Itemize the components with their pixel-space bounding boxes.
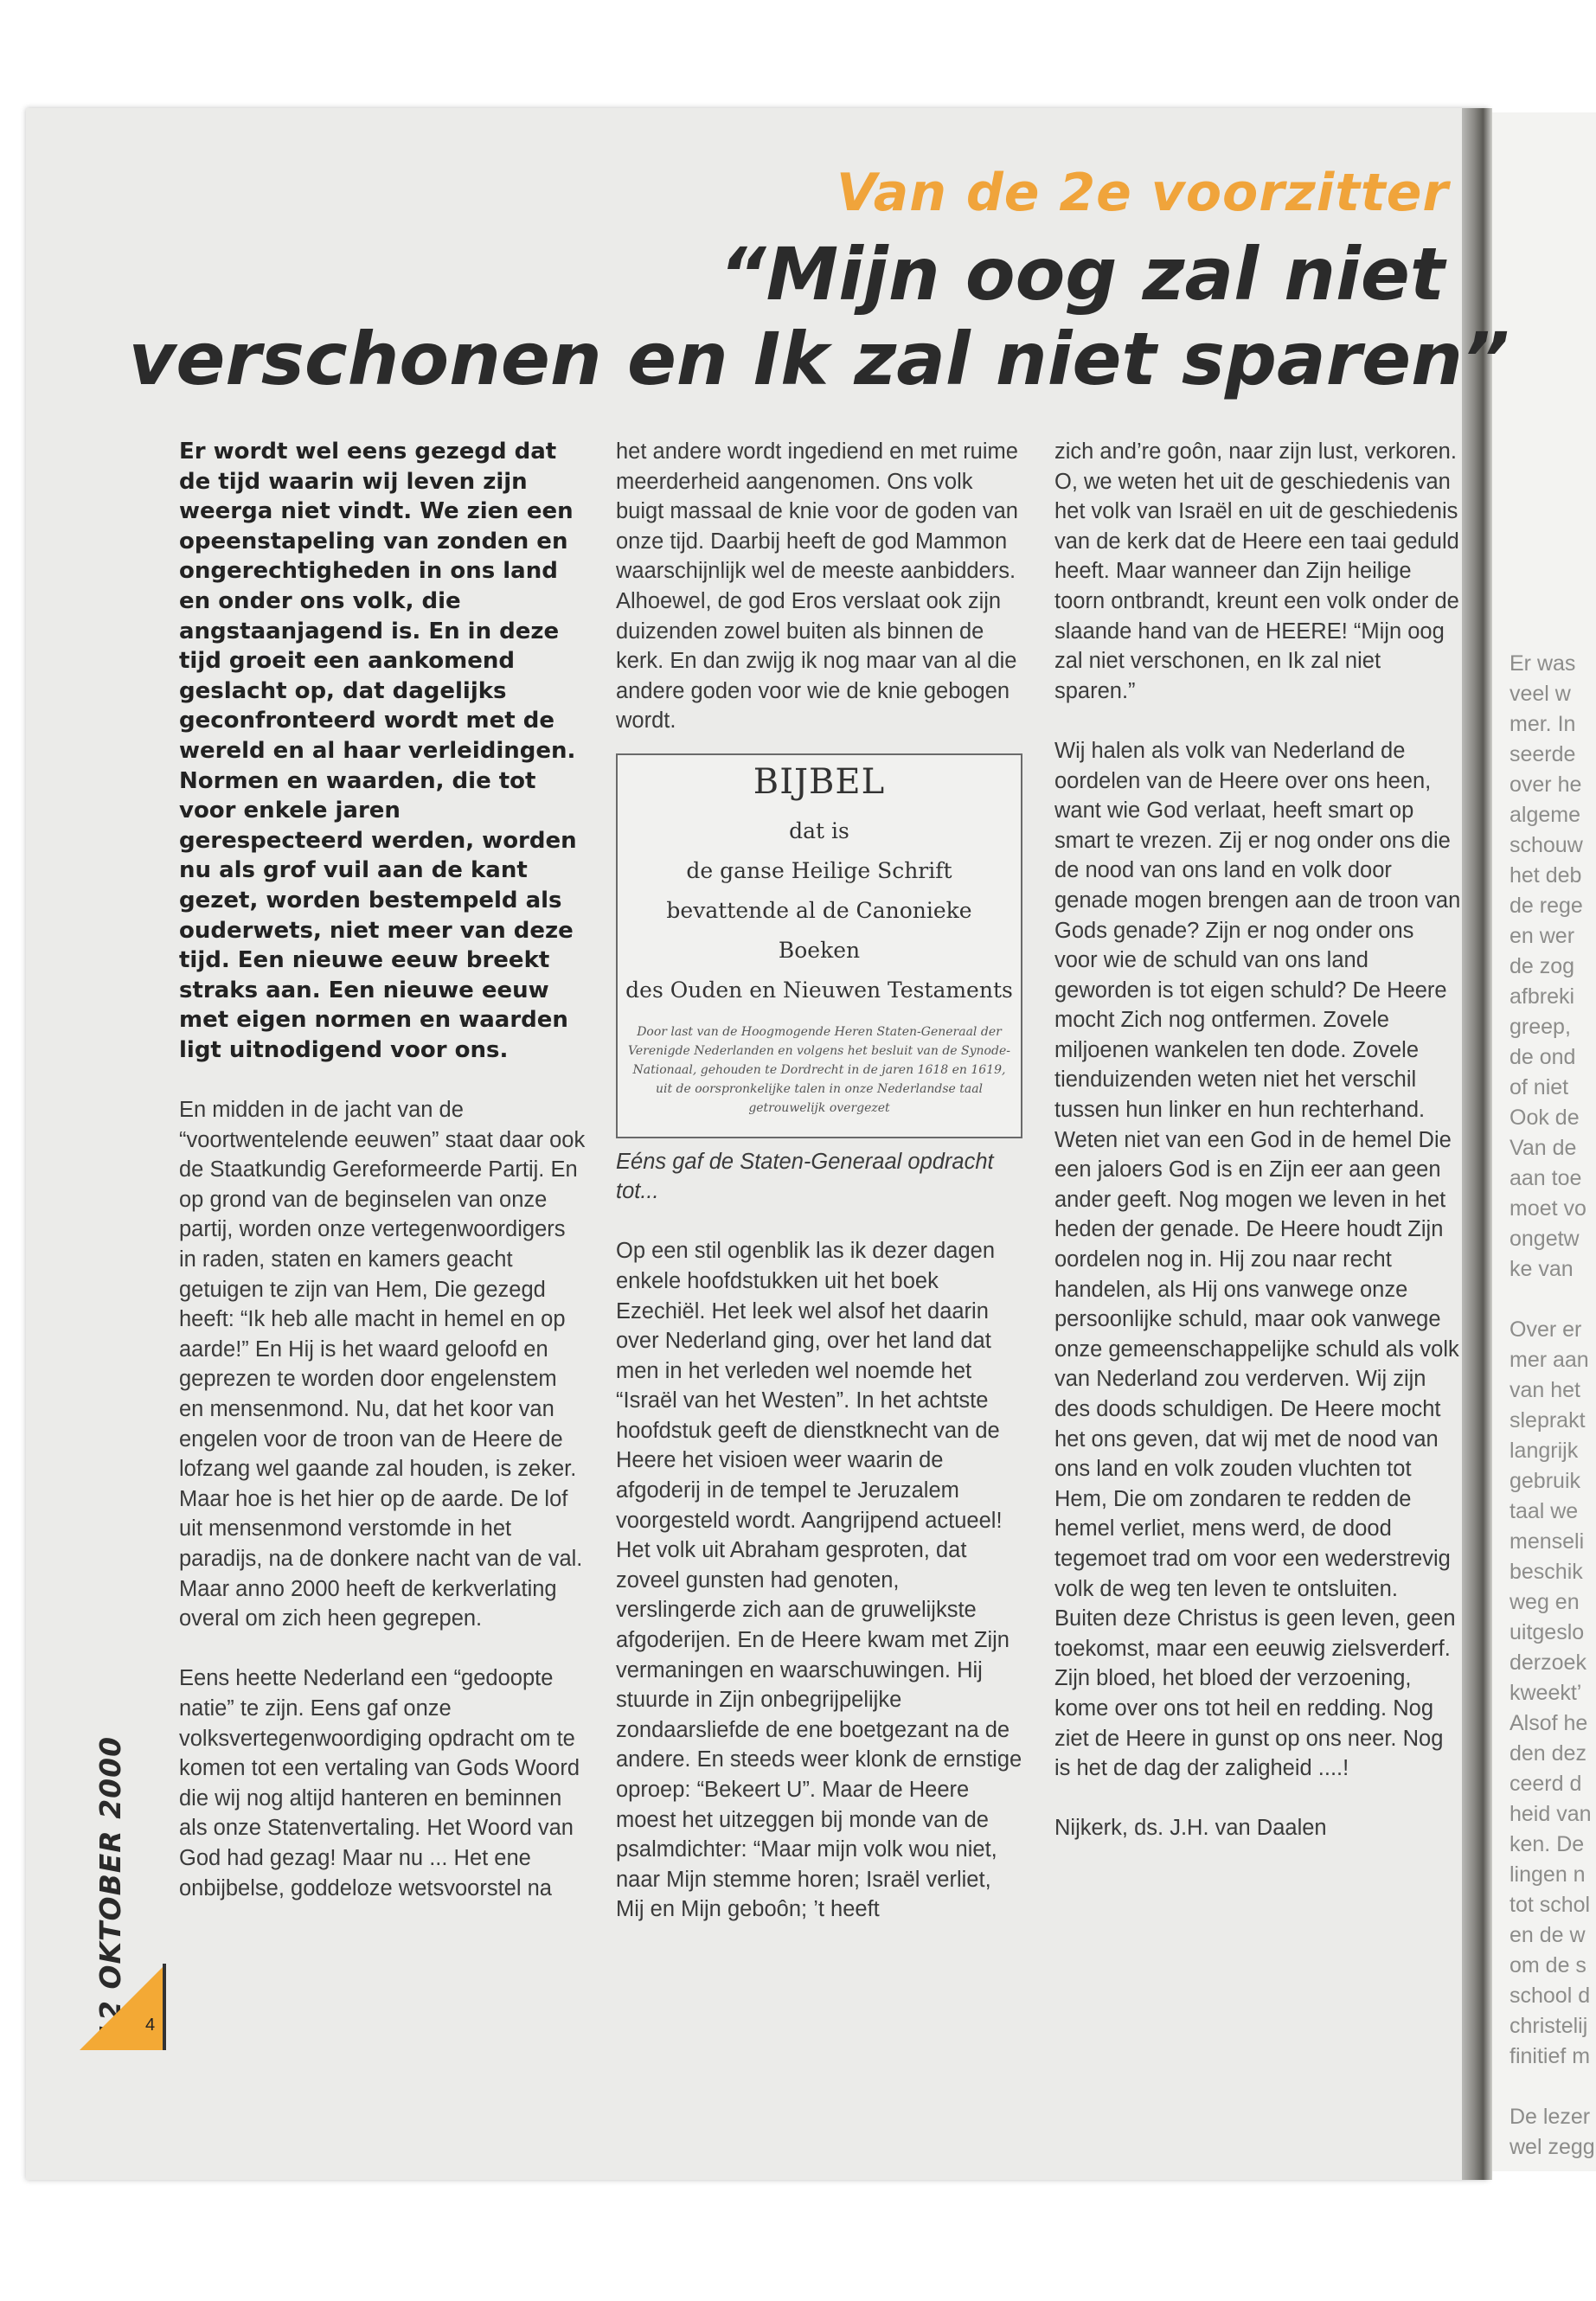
image-caption: Eéns gaf de Staten-Generaal opdracht tot... — [616, 1149, 994, 1204]
next-page-line: ke van — [1509, 1257, 1574, 1281]
next-page-line: aan toe — [1509, 1166, 1582, 1190]
issue-date: 12 OKTOBER 2000 — [93, 1735, 127, 2041]
next-page-line: weg en — [1509, 1590, 1580, 1614]
next-page-text — [1509, 649, 1596, 2163]
next-page-line: afbreki — [1509, 984, 1575, 1009]
headline-line-1: “Mijn oog zal niet — [719, 232, 1445, 317]
column-2 — [616, 437, 1022, 1925]
bible-title-page-image — [616, 753, 1022, 1138]
next-page-line: veel w — [1509, 682, 1571, 706]
next-page-line: langrijk — [1509, 1439, 1579, 1463]
bible-line: de ganse Heilige Schrift — [686, 857, 952, 883]
next-page-line: schouw — [1509, 833, 1583, 857]
column-1 — [179, 437, 586, 1903]
page-gutter — [1462, 108, 1492, 2180]
next-page-line: de ond — [1509, 1045, 1576, 1069]
next-page-line: Alsof he — [1509, 1711, 1588, 1735]
next-page-line: over he — [1509, 772, 1582, 797]
next-page-line: algeme — [1509, 803, 1580, 827]
next-page-line: derzoek — [1509, 1650, 1586, 1675]
page-number-triangle-edge — [163, 1964, 166, 2050]
next-page-line: finitief m — [1509, 2044, 1591, 2068]
section-kicker: Van de 2e voorzitter — [836, 163, 1449, 223]
next-page-line — [1509, 2072, 1596, 2102]
bible-line: bevattende al de Canonieke Boeken — [666, 897, 972, 963]
next-page-line: school d — [1509, 1984, 1591, 2008]
bible-title: BIJBEL — [753, 761, 886, 802]
next-page-line: greep, — [1509, 1015, 1571, 1039]
bible-line: dat is — [789, 817, 849, 843]
next-page-line: den dez — [1509, 1741, 1586, 1766]
next-page-line: ken. De — [1509, 1832, 1585, 1856]
body-paragraph: Wij halen als volk van Nederland de oordelen van de Heere over ons heen, want wie God verlaat, heeft smart op smart te vrezen. Zij er nog onder ons die de nood van ons land en volk door genade mogen brengen aan de troon van Gods genade? Zijn er nog onder ons voor wie de schuld van ons land geworden is tot eigen schuld? De Heere mocht Zich nog ontfermen. Zovele miljoenen wankelen ten dode. Zovele tienduizenden weten niet het verschil tussen hun linker en hun rechterhand. Weten niet van een God in de hemel Die een jaloers God is en Zijn eer aan geen ander geeft. Nog mogen we leven in het heden der genade. De Heere houdt Zijn oordelen nog in. Hij zou naar recht handelen, als Hij ons vanwege onze persoonlijke schuld, maar ook vanwege onze gemeenschappelijke schuld als volk van Nederland zou verderven. Wij zijn des doods schuldigen. De Heere mocht het ons geven, dat wij met de nood van ons land en volk zouden vluchten tot Hem, Die om zondaren te redden de hemel verliet, mens werd, de dood tegemoet trad om voor een wederstrevig volk de weg ten leven te ontsluiten. Buiten deze Christus is geen leven, geen toekomst, maar een eeuwig zielsverderf. Zijn bloed, het bloed der verzoening, kome over ons tot heil en redding. Nog ziet de Heere in gunst op ons neer. Nog is het de dag der zaligheid ....! — [1054, 738, 1461, 1781]
next-page-line: tot schol — [1509, 1893, 1591, 1917]
body-paragraph: Eens heette Nederland een “gedoopte natie” te zijn. Eens gaf onze volksvertegenwoordiging opdracht om te komen tot een vertaling van Gods Woord die wij nog altijd hanteren en beminnen als onze Statenvertaling. Het Woord van God had gezag! Maar nu ... Het ene onbijbelse, goddeloze wetsvoorstel na — [179, 1666, 580, 1900]
next-page-edge — [1492, 112, 1596, 2171]
next-page-line: uitgeslo — [1509, 1620, 1585, 1644]
next-page-line: mer. In — [1509, 712, 1576, 736]
next-page-line — [1509, 1285, 1596, 1315]
next-page-line: sleprakt — [1509, 1408, 1586, 1433]
next-page-line: Ook de — [1509, 1106, 1580, 1130]
next-page-line: de rege — [1509, 894, 1583, 918]
next-page-line: De lezer — [1509, 2105, 1591, 2129]
next-page-line: het deb — [1509, 863, 1582, 888]
next-page-line: heid van — [1509, 1802, 1592, 1826]
next-page-line: gebruik — [1509, 1469, 1580, 1493]
next-page-line: Van de — [1509, 1136, 1577, 1160]
body-paragraph: En midden in de jacht van de “voortwentelende eeuwen” staat daar ook de Staatkundig Gereformeerde Partij. En op grond van de beginselen van onze partij, worden onze vertegenwoordigers in raden, staten en kamers geacht getuigen te zijn van Hem, Die gezegd heeft: “Ik heb alle macht in hemel en op aarde!” En Hij is het waard geloofd en geprezen te worden door engelenstem en mensenmond. Nu, dat het koor van engelen voor de troon van de Heere de lofzang wel gaande zal houden, is zeker. Maar hoe is het hier op de aarde. De lof uit mensenmond verstomde in het paradijs, na de donkere nacht van de val. Maar anno 2000 heeft de kerkverlating overal om zich heen gegrepen. — [179, 1098, 586, 1631]
next-page-line: christelij — [1509, 2014, 1588, 2038]
next-page-line: ongetw — [1509, 1227, 1580, 1251]
next-page-line: wel zegg — [1509, 2135, 1595, 2159]
bible-small-print: Door last van de Hoogmogende Heren Staten-Generaal der Verenigde Nederlanden en volgens het besluit van de Synode-Nationaal, gehouden te Dordrecht in de jaren 1618 en 1619, uit de oorspronkelijke talen in onze Nederlandse taal getrouwelijk overgezet — [628, 1024, 1010, 1115]
headline-line-2: verschonen en Ik zal niet sparen” — [128, 317, 1509, 401]
next-page-line: moet vo — [1509, 1196, 1586, 1221]
next-page-line: kweekt’ — [1509, 1681, 1582, 1705]
body-paragraph: het andere wordt ingediend en met ruime meerderheid aangenomen. Ons volk buigt massaal de knie voor de goden van onze tijd. Daarbij heeft de god Mammon waarschijnlijk wel de meeste aanbidders. Alhoewel, de god Eros verslaat ook zijn duizenden zowel buiten als binnen de kerk. En dan zwijg ik nog maar van al die andere goden voor wie de knie gebogen wordt. — [616, 439, 1018, 734]
next-page-line: ceerd d — [1509, 1772, 1582, 1796]
bible-line: des Ouden en Nieuwen Testaments — [625, 977, 1013, 1003]
author-signature: Nijkerk, ds. J.H. van Daalen — [1054, 1816, 1327, 1841]
column-3 — [1054, 437, 1461, 1843]
page-number-triangle — [80, 1964, 166, 2050]
next-page-line: om de s — [1509, 1953, 1586, 1977]
body-paragraph: zich and’re goôn, naar zijn lust, verkoren. O, we weten het uit de geschiedenis van het volk van Israël en uit de geschiedenis van de kerk dat de Heere een taai geduld heeft. Maar wanneer dan Zijn heilige toorn ontbrandt, kreunt een volk onder de slaande hand van de HEERE! “Mijn oog zal niet verschonen, en Ik zal niet sparen.” — [1054, 439, 1459, 703]
next-page-line: lingen n — [1509, 1862, 1586, 1887]
next-page-line: Over er — [1509, 1317, 1582, 1342]
next-page-line: of niet — [1509, 1075, 1569, 1099]
page-number: 4 — [145, 2016, 156, 2035]
next-page-line: Er was — [1509, 651, 1576, 676]
next-page-line: van het — [1509, 1378, 1581, 1402]
next-page-line: beschik — [1509, 1560, 1583, 1584]
article-headline — [129, 232, 1509, 401]
next-page-line: de zog — [1509, 954, 1575, 978]
lead-paragraph: Er wordt wel eens gezegd dat de tijd waarin wij leven zijn weerga niet vindt. We zien een opeenstapeling van zonden en ongerechtigheden in ons land en onder ons volk, die angstaanjagend is. En in deze tijd groeit een aankomend geslacht op, dat dagelijks geconfronteerd wordt met de wereld en al haar verleidingen. Normen en waarden, die tot voor enkele jaren gerespecteerd werden, worden nu als grof vuil aan de kant gezet, worden bestempeld als ouderwets, niet meer van deze tijd. Een nieuwe eeuw breekt straks aan. Een nieuwe eeuw met eigen normen en waarden ligt uitnodigend voor ons. — [179, 439, 577, 1063]
next-page-line: en wer — [1509, 924, 1575, 948]
next-page-line: taal we — [1509, 1499, 1579, 1523]
next-page-line: seerde — [1509, 742, 1576, 766]
next-page-line: menseli — [1509, 1529, 1585, 1554]
next-page-line: mer aan — [1509, 1348, 1589, 1372]
body-paragraph: Op een stil ogenblik las ik dezer dagen enkele hoofdstukken uit het boek Ezechiël. Het leek wel alsof het daarin over Nederland ging, over het land dat men in het verleden wel noemde het “Israël van het Westen”. In het achtste hoofdstuk geeft de dienstknecht van de Heere het visioen weer waarin de afgoderij in de tempel te Jeruzalem voorgesteld wordt. Aangrijpend actueel! Het volk uit Abraham gesproten, dat zoveel gunsten had genoten, verslingerde zich aan de gruwelijkste afgoderijen. En de Heere kwam met Zijn vermaningen en waarschuwingen. Hij stuurde in Zijn onbegrijpelijke zondaarsliefde de ene boetgezant na de andere. En steeds weer klonk de ernstige oproep: “Bekeert U”. Maar de Heere moest het uitzeggen bij monde van de psalmdichter: “Maar mijn volk wou niet, naar Mijn stemme horen; Israël verliet, Mij en Mijn geboôn; ’t heeft — [616, 1239, 1022, 1922]
next-page-line: en de w — [1509, 1923, 1586, 1947]
